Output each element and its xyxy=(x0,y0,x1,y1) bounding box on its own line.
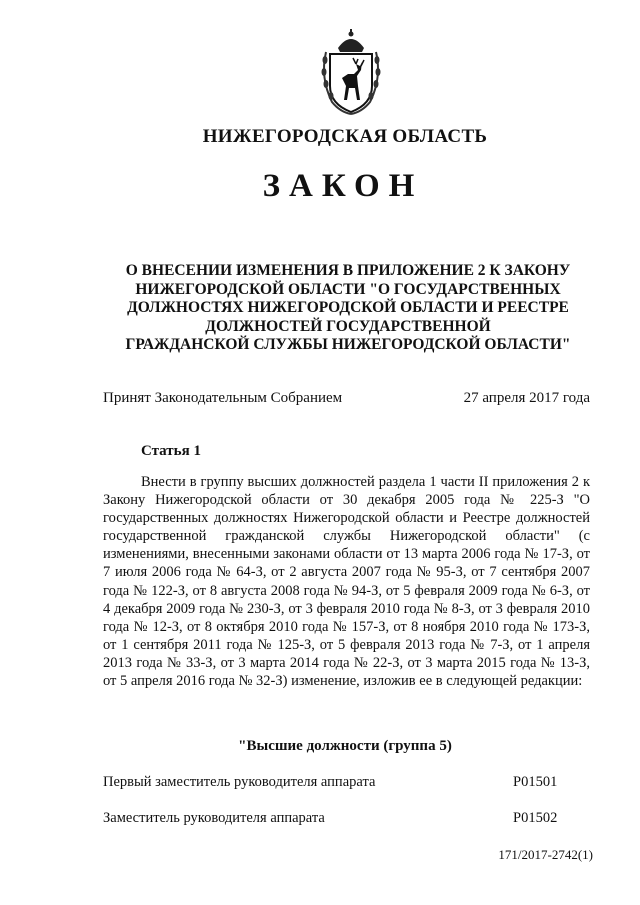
article-text: Внести в группу высших должностей раздела 1 части II приложения 2 к Закону Нижегородской области от 30 декабря 2005 года № 225-З "О государственных должностях Нижегородской области и Реестре должностей государственной гражданской службы Нижегородской области" (с изменениями, внесенными законами области от 13 марта 2006 года № 17-З, от 7 июля 2006 года № 64-З, от 2 августа 2007 года № 95-З, от 7 сентября 2007 года № 122-З, от 8 августа 2008 года № 94-З, от 5 февраля 2009 года № 6-З, от 4 декабря 2009 года № 230-З, от 3 февраля 2010 года № 8-З, от 3 февраля 2010 года № 12-З, от 8 октября 2010 года № 157-З, от 8 ноября 2010 года № 173-З, от 1 сентября 2011 года № 125-З, от 5 февраля 2013 года № 7-З, от 1 апреля 2013 года № 33-З, от 3 марта 2014 года № 22-З, от 3 марта 2015 года № 13-З, от 5 апреля 2016 года № 32-З) изменение, изложив ее в следующей редакции: xyxy=(103,474,590,690)
law-title-line: НИЖЕГОРОДСКОЙ ОБЛАСТИ "О ГОСУДАРСТВЕННЫХ xyxy=(135,280,561,298)
law-title-line: ГРАЖДАНСКОЙ СЛУЖБЫ НИЖЕГОРОДСКОЙ ОБЛАСТИ" xyxy=(125,336,571,353)
positions-heading: "Высшие должности (группа 5) xyxy=(238,738,452,754)
law-title-line: ДОЛЖНОСТЯХ НИЖЕГОРОДСКОЙ ОБЛАСТИ И РЕЕСТРЕ xyxy=(127,299,569,316)
region-name: НИЖЕГОРОДСКАЯ ОБЛАСТЬ xyxy=(202,126,488,147)
position-code: Р01501 xyxy=(513,774,558,790)
law-title xyxy=(118,262,578,355)
law-title-line: ДОЛЖНОСТЕЙ ГОСУДАРСТВЕННОЙ xyxy=(205,317,491,335)
coat-of-arms-icon xyxy=(318,28,384,116)
position-code: Р01502 xyxy=(513,810,558,826)
document-number: 171/2017-2742(1) xyxy=(498,847,593,862)
law-title-line: О ВНЕСЕНИИ ИЗМЕНЕНИЯ В ПРИЛОЖЕНИЕ 2 К ЗАКОНУ xyxy=(125,262,571,279)
document-type: ЗАКОН xyxy=(262,168,424,204)
article-heading: Статья 1 xyxy=(141,443,201,459)
position-name: Заместитель руководителя аппарата xyxy=(103,810,325,826)
adopted-by: Принят Законодательным Собранием xyxy=(103,390,343,406)
adoption-date: 27 апреля 2017 года xyxy=(463,390,590,406)
position-name: Первый заместитель руководителя аппарата xyxy=(103,774,376,790)
